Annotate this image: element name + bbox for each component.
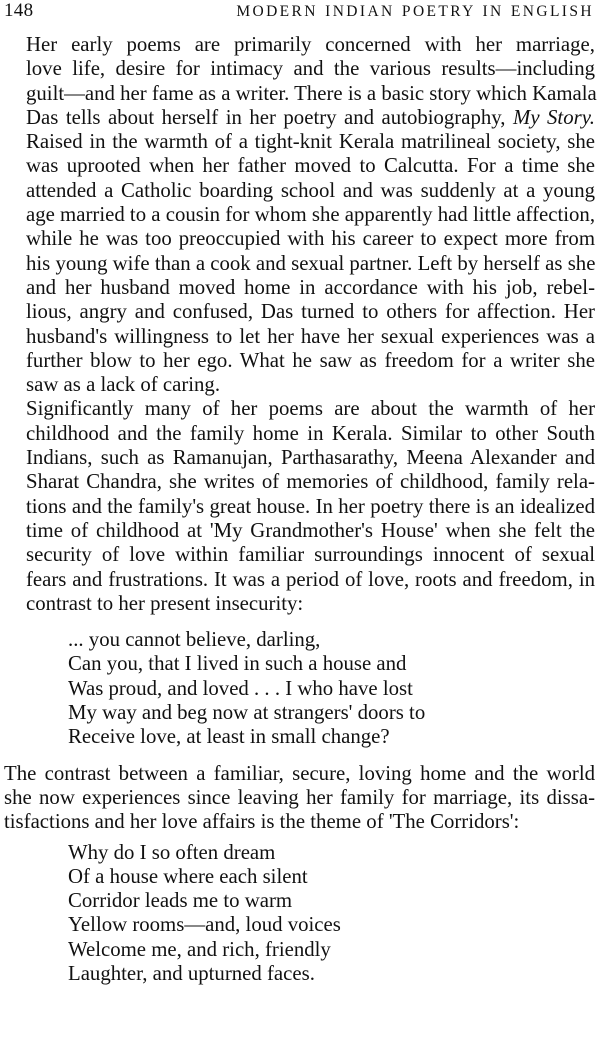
paragraph-childhood (4, 397, 595, 616)
text-line: Sharat Chandra, she writes of memories of childhood, family rela- (26, 470, 595, 494)
text-line: Her early poems are primarily concerned with her marriage, (26, 33, 595, 56)
poem-quote-corridors (68, 841, 595, 987)
poem-line: Why do I so often dream (68, 840, 276, 864)
text-line: his young wife than a cook and sexual partner. Left by herself as she (26, 251, 596, 275)
text-line: love life, desire for intimacy and the various results—including (26, 57, 595, 81)
text-line: was uprooted when her father moved to Calcutta. For a time she (26, 154, 595, 178)
poem-line: ... you cannot believe, darling, (68, 628, 321, 652)
text-line: Raised in the warmth of a tight-knit Kerala matrilineal society, she (26, 130, 595, 154)
poem-line: My way and beg now at strangers' doors to (68, 701, 426, 725)
text-line: childhood and the family home in Kerala. Similar to other South (26, 421, 595, 445)
text-line: tisfactions and her love affairs is the theme of 'The Corridors': (4, 810, 520, 834)
poem-line: Receive love, at least in small change? (68, 725, 390, 749)
poem-line: Yellow rooms—and, loud voices (68, 913, 341, 937)
paragraph-corridors (4, 762, 595, 835)
text-line: and her husband moved home in accordance with his job, rebel- (26, 275, 595, 299)
text-line: tions and the family's great house. In her poetry there is an idealized (26, 494, 595, 518)
poem-line: Can you, that I lived in such a house and (68, 652, 407, 676)
book-title-my-story: My Story. (513, 105, 595, 129)
text-line: fears and frustrations. It was a period of love, roots and freedom, in (26, 567, 595, 591)
text-line: contrast to her present insecurity: (26, 591, 304, 615)
text-line: lious, angry and confused, Das turned to others for affection. Her (26, 300, 595, 324)
text-line: saw as a lack of caring. (26, 373, 221, 397)
poem-line: Corridor leads me to warm (68, 889, 293, 913)
text-line: she now experiences since leaving her family for marriage, its dissa- (4, 785, 595, 809)
text-line: age married to a cousin for whom she apparently had little affection, (26, 203, 596, 227)
poem-line: Was proud, and loved . . . I who have lost (68, 676, 413, 700)
poem-line: Laughter, and upturned faces. (68, 961, 315, 985)
text-line: security of love within familiar surroundings innocent of sexual (26, 543, 595, 567)
text-line: The contrast between a familiar, secure, loving home and the world (4, 761, 595, 785)
text-line-with-title (4, 106, 595, 130)
text-line: while he was too preoccupied with his career to expect more from (26, 227, 595, 251)
text-line: Significantly many of her poems are about the warmth of her (26, 397, 595, 421)
page-number: 148 (4, 0, 34, 21)
poem-line: Welcome me, and rich, friendly (68, 937, 331, 961)
text-line: husband's willingness to let her have her sexual experiences was a (26, 324, 595, 348)
running-head (4, 0, 594, 22)
poem-quote-grandmothers-house (68, 628, 595, 749)
text-line: Indians, such as Ramanujan, Parthasarathy, Meena Alexander and (26, 446, 595, 470)
text-line: time of childhood at 'My Grandmother's House' when she felt the (26, 518, 595, 542)
paragraph-marriage (4, 33, 595, 397)
text-segment: Das tells about herself in her poetry and autobiography, (26, 105, 506, 129)
poem-line: Of a house where each silent (68, 864, 308, 888)
text-line: further blow to her ego. What he saw as freedom for a writer she (26, 348, 595, 372)
text-line: guilt—and her fame as a writer. There is a basic story which Kamala (26, 81, 597, 105)
body-text (4, 33, 595, 998)
running-title: MODERN INDIAN POETRY IN ENGLISH (236, 3, 594, 20)
text-line: attended a Catholic boarding school and was suddenly at a young (26, 178, 595, 202)
